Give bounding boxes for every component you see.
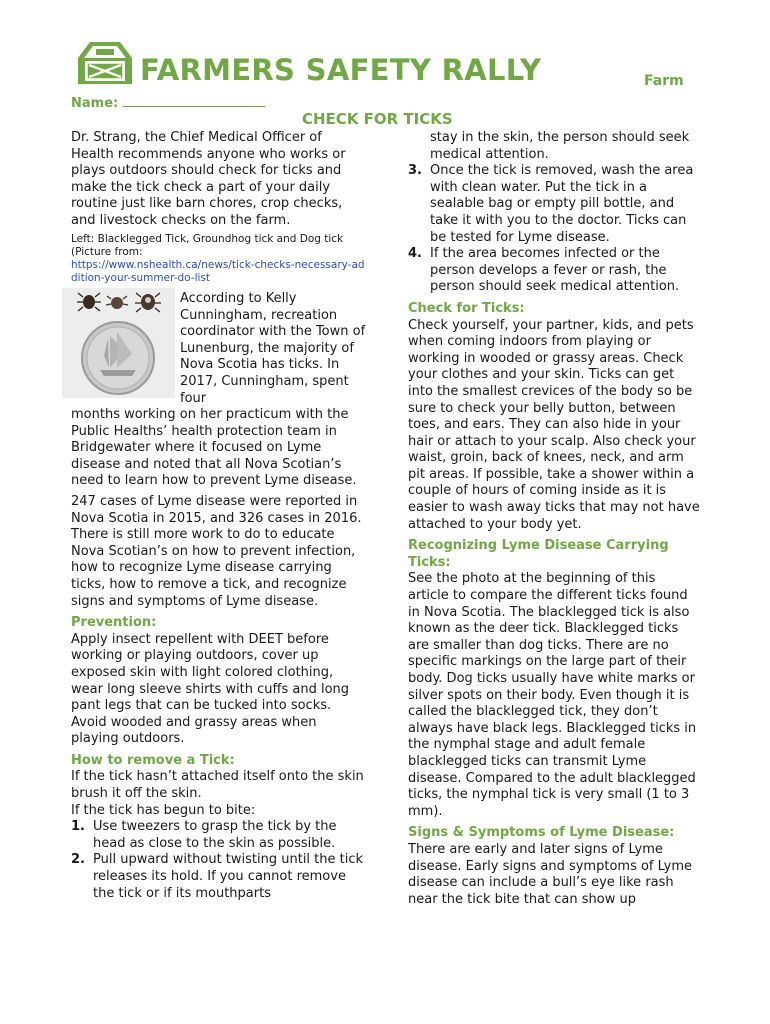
name-label: Name: — [71, 96, 119, 111]
step-text: Use tweezers to grasp the tick by the head as close to the skin as possible. — [93, 819, 337, 851]
prevention-paragraph: Apply insect repellent with DEET before working or playing outdoors, cover up exposed skin with light colored clothing, wear long sleeve shirts with cuffs and long pant legs that can be tucked into socks. Avoid wooded and grassy areas when playing outdoors. — [71, 631, 350, 747]
recognizing-paragraph: See the photo at the beginning of this article to compare the different ticks found in Nova Scotia. The blacklegged tick is also known as the deer tick. Blacklegged ticks are smaller than dog ticks. There are no specific markings on the large part of their body. Dog ticks usually have white marks or silver spots on their body. Even though it is called the blacklegged tick, they don’t always have black legs. Blacklegged ticks in the nymphal stage and adult female blacklegged ticks can transmit Lyme disease. Compared to the adult blacklegged ticks, the nymphal tick is very small (1 to 3 mm). — [408, 571, 697, 819]
prevention-heading: Prevention: — [71, 615, 157, 631]
list-item — [71, 852, 367, 902]
left-column-bottom — [71, 407, 367, 902]
remove-steps-list-left — [71, 819, 367, 902]
barn-icon — [72, 36, 138, 86]
intro-paragraph: Dr. Strang, the Chief Medical Officer of Health recommends anyone who works or plays outdoors should check for ticks and make the tick check a part of your daily routine just like barn chores, crop checks, and livestock checks on the farm. — [71, 130, 346, 228]
check-ticks-heading: Check for Ticks: — [408, 300, 525, 316]
list-item — [71, 819, 367, 852]
remove-intro-2: If the tick has begun to bite: — [71, 802, 256, 818]
recognizing-heading: Recognizing Lyme Disease Carrying Ticks: — [408, 538, 669, 570]
dog-tick-icon — [135, 293, 161, 312]
step-text: Pull upward without twisting until the tick releases its hold. If you cannot remove the tick or if its mouthparts — [93, 852, 364, 901]
cases-paragraph: 247 cases of Lyme disease were reported in Nova Scotia in 2015, and 326 cases in 2016. There is still more work to do to educate Nova Scotian’s on how to prevent infection, how to recognize Lyme disease carrying ticks, how to remove a tick, and recognize signs and symptoms of Lyme disease. — [71, 493, 362, 609]
dime-coin-icon — [82, 322, 154, 394]
left-column-top — [71, 130, 367, 285]
header-side-label: Farm — [644, 73, 684, 89]
page-title: FARMERS SAFETY RALLY — [140, 53, 542, 87]
remove-tick-heading: How to remove a Tick: — [71, 752, 235, 768]
step-text: If the area becomes infected or the person develops a fever or rash, the person should seek medical attention. — [430, 246, 680, 295]
section-title: CHECK FOR TICKS — [302, 110, 453, 128]
step-text: Once the tick is removed, wash the area with clean water. Put the tick in a sealable bag or empty pill bottle, and take it with you to the doctor. Ticks can be tested for Lyme disease. — [430, 163, 694, 245]
list-item — [408, 163, 700, 246]
step-number: 3. — [408, 163, 422, 179]
source-link[interactable]: https://www.nshealth.ca/news/tick-checks-necessary-addition-your-summer-do-list — [71, 258, 365, 284]
tick-photo — [62, 288, 175, 398]
cunningham-paragraph-end: months working on her practicum with the Public Healths’ health protection team in Bridgewater where it focused on Lyme disease and noted that all Nova Scotian’s need to learn how to prevent Lyme disease. — [71, 407, 357, 489]
remove-steps-list-right — [408, 163, 700, 296]
signs-heading: Signs & Symptoms of Lyme Disease: — [408, 825, 675, 841]
photo-caption: Left: Blacklegged Tick, Groundhog tick and Dog tick (Picture from: — [71, 232, 344, 258]
step-number: 4. — [408, 246, 422, 262]
check-ticks-paragraph: Check yourself, your partner, kids, and pets when coming indoors from playing or working in wooded or grassy areas. Check your clothes and your skin. Ticks can get into the smallest crevices of the body so be sure to check your belly button, between toes, and ears. They can also hide in your hair or attach to your scalp. Also check your waist, groin, back of knees, neck, and arm pit areas. If possible, take a shower within a couple of hours of coming inside as it is easier to wash away ticks that may not have attached to your body yet. — [408, 317, 700, 532]
step-2-continued: stay in the skin, the person should seek medical attention. — [430, 130, 690, 162]
name-blank-line — [123, 94, 265, 107]
step-number: 1. — [71, 819, 85, 835]
signs-paragraph: There are early and later signs of Lyme disease. Early signs and symptoms of Lyme disease can include a bull’s eye like rash near the tick bite that can show up — [408, 841, 693, 907]
list-item — [408, 246, 700, 296]
name-field — [71, 94, 265, 111]
cunningham-paragraph-start: According to Kelly Cunningham, recreation coordinator with the Town of Lunenburg, the majority of Nova Scotia has ticks. In 2017, Cunningham, spent four — [180, 291, 366, 406]
remove-intro-1: If the tick hasn’t attached itself onto the skin brush it off the skin. — [71, 769, 364, 802]
step-number: 2. — [71, 852, 85, 868]
blacklegged-tick-icon — [77, 293, 101, 311]
beside-photo-text — [180, 291, 370, 407]
right-column — [408, 130, 700, 908]
